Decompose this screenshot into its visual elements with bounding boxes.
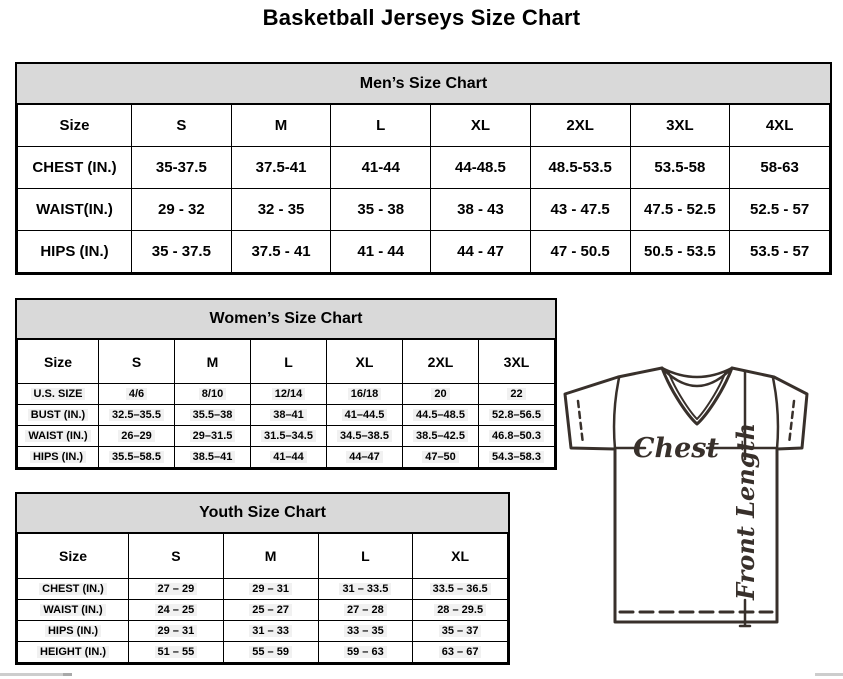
- value-cell: 54.3–58.3: [479, 447, 555, 468]
- womens-size-table: [17, 339, 555, 468]
- value-cell: 47–50: [403, 447, 479, 468]
- mens-size-table: [17, 104, 830, 273]
- size-column-header: S: [99, 340, 175, 384]
- value-cell: 29 – 31: [129, 621, 224, 642]
- value-cell: 43 - 47.5: [530, 189, 630, 231]
- front-length-label: Front Length: [731, 422, 760, 600]
- size-column-header: 3XL: [630, 105, 730, 147]
- value-cell: 58-63: [730, 147, 830, 189]
- jersey-diagram-svg: [556, 360, 816, 632]
- table-row: [18, 426, 555, 447]
- value-cell: 31.5–34.5: [251, 426, 327, 447]
- mens-size-chart: [15, 62, 832, 275]
- value-cell: 35.5–58.5: [99, 447, 175, 468]
- value-cell: 47.5 - 52.5: [630, 189, 730, 231]
- table-row: [18, 405, 555, 426]
- youth-chart-title: Youth Size Chart: [17, 494, 508, 533]
- value-cell: 32 - 35: [231, 189, 331, 231]
- row-label-cell: HIPS (IN.): [18, 447, 99, 468]
- table-row: [18, 600, 508, 621]
- value-cell: 38–41: [251, 405, 327, 426]
- value-cell: 35 - 38: [331, 189, 431, 231]
- left-cuff-dashed-line: [578, 401, 583, 444]
- value-cell: 51 – 55: [129, 642, 224, 663]
- value-cell: 27 – 28: [318, 600, 413, 621]
- value-cell: 27 – 29: [129, 579, 224, 600]
- value-cell: 53.5 - 57: [730, 231, 830, 273]
- value-cell: 35-37.5: [132, 147, 232, 189]
- value-cell: 37.5 - 41: [231, 231, 331, 273]
- value-cell: 25 – 27: [223, 600, 318, 621]
- size-column-header: XL: [431, 105, 531, 147]
- value-cell: 41 - 44: [331, 231, 431, 273]
- row-label-cell: HIPS (IN.): [18, 621, 129, 642]
- value-cell: 48.5-53.5: [530, 147, 630, 189]
- table-row: [18, 231, 830, 273]
- value-cell: 44 - 47: [431, 231, 531, 273]
- jersey-measurement-diagram: [556, 360, 816, 632]
- size-column-header: S: [129, 534, 224, 579]
- value-cell: 32.5–35.5: [99, 405, 175, 426]
- value-cell: 12/14: [251, 384, 327, 405]
- size-column-header: S: [132, 105, 232, 147]
- womens-size-chart: [15, 298, 557, 470]
- left-armhole-seam: [614, 378, 619, 449]
- mens-chart-title: Men’s Size Chart: [17, 64, 830, 104]
- size-column-header: 3XL: [479, 340, 555, 384]
- value-cell: 44.5–48.5: [403, 405, 479, 426]
- size-header-row: [18, 534, 508, 579]
- youth-size-table: [17, 533, 508, 663]
- value-cell: 26–29: [99, 426, 175, 447]
- row-label-cell: WAIST(IN.): [18, 189, 132, 231]
- value-cell: 37.5-41: [231, 147, 331, 189]
- size-header-row: [18, 105, 830, 147]
- hscrollbar-right-fragment[interactable]: [815, 673, 843, 676]
- table-row: [18, 147, 830, 189]
- value-cell: 24 – 25: [129, 600, 224, 621]
- value-cell: 31 – 33.5: [318, 579, 413, 600]
- size-column-header: XL: [327, 340, 403, 384]
- table-row: [18, 189, 830, 231]
- row-label-cell: HEIGHT (IN.): [18, 642, 129, 663]
- value-cell: 59 – 63: [318, 642, 413, 663]
- size-corner-header: Size: [18, 534, 129, 579]
- row-label-cell: U.S. SIZE: [18, 384, 99, 405]
- row-label-cell: WAIST (IN.): [18, 426, 99, 447]
- value-cell: 29 - 32: [132, 189, 232, 231]
- value-cell: 38.5–42.5: [403, 426, 479, 447]
- table-row: [18, 447, 555, 468]
- value-cell: 20: [403, 384, 479, 405]
- table-row: [18, 384, 555, 405]
- size-column-header: 4XL: [730, 105, 830, 147]
- value-cell: 35.5–38: [175, 405, 251, 426]
- value-cell: 44–47: [327, 447, 403, 468]
- size-column-header: XL: [413, 534, 508, 579]
- value-cell: 33.5 – 36.5: [413, 579, 508, 600]
- value-cell: 33 – 35: [318, 621, 413, 642]
- right-cuff-dashed-line: [789, 401, 794, 444]
- value-cell: 29–31.5: [175, 426, 251, 447]
- value-cell: 44-48.5: [431, 147, 531, 189]
- value-cell: 55 – 59: [223, 642, 318, 663]
- size-corner-header: Size: [18, 340, 99, 384]
- row-label-cell: HIPS (IN.): [18, 231, 132, 273]
- value-cell: 22: [479, 384, 555, 405]
- value-cell: 38.5–41: [175, 447, 251, 468]
- value-cell: 63 – 67: [413, 642, 508, 663]
- value-cell: 52.5 - 57: [730, 189, 830, 231]
- size-column-header: L: [251, 340, 327, 384]
- table-row: [18, 579, 508, 600]
- row-label-cell: WAIST (IN.): [18, 600, 129, 621]
- value-cell: 52.8–56.5: [479, 405, 555, 426]
- value-cell: 41-44: [331, 147, 431, 189]
- table-row: [18, 642, 508, 663]
- value-cell: 31 – 33: [223, 621, 318, 642]
- value-cell: 29 – 31: [223, 579, 318, 600]
- value-cell: 35 - 37.5: [132, 231, 232, 273]
- row-label-cell: BUST (IN.): [18, 405, 99, 426]
- row-label-cell: CHEST (IN.): [18, 579, 129, 600]
- value-cell: 28 – 29.5: [413, 600, 508, 621]
- size-header-row: [18, 340, 555, 384]
- size-column-header: M: [231, 105, 331, 147]
- value-cell: 4/6: [99, 384, 175, 405]
- value-cell: 50.5 - 53.5: [630, 231, 730, 273]
- page-title: Basketball Jerseys Size Chart: [262, 5, 581, 30]
- youth-size-chart: [15, 492, 510, 665]
- size-corner-header: Size: [18, 105, 132, 147]
- right-armhole-seam: [773, 378, 778, 449]
- value-cell: 34.5–38.5: [327, 426, 403, 447]
- size-column-header: 2XL: [530, 105, 630, 147]
- chest-label: Chest: [633, 433, 719, 464]
- hscrollbar-thumb-tip[interactable]: [63, 673, 72, 676]
- row-label-cell: CHEST (IN.): [18, 147, 132, 189]
- value-cell: 41–44.5: [327, 405, 403, 426]
- hscrollbar-left-fragment[interactable]: [0, 673, 72, 676]
- size-column-header: 2XL: [403, 340, 479, 384]
- value-cell: 41–44: [251, 447, 327, 468]
- value-cell: 35 – 37: [413, 621, 508, 642]
- size-column-header: M: [175, 340, 251, 384]
- value-cell: 16/18: [327, 384, 403, 405]
- size-column-header: L: [318, 534, 413, 579]
- size-column-header: L: [331, 105, 431, 147]
- womens-chart-title: Women’s Size Chart: [17, 300, 555, 339]
- size-column-header: M: [223, 534, 318, 579]
- value-cell: 38 - 43: [431, 189, 531, 231]
- value-cell: 53.5-58: [630, 147, 730, 189]
- value-cell: 46.8–50.3: [479, 426, 555, 447]
- value-cell: 8/10: [175, 384, 251, 405]
- table-row: [18, 621, 508, 642]
- value-cell: 47 - 50.5: [530, 231, 630, 273]
